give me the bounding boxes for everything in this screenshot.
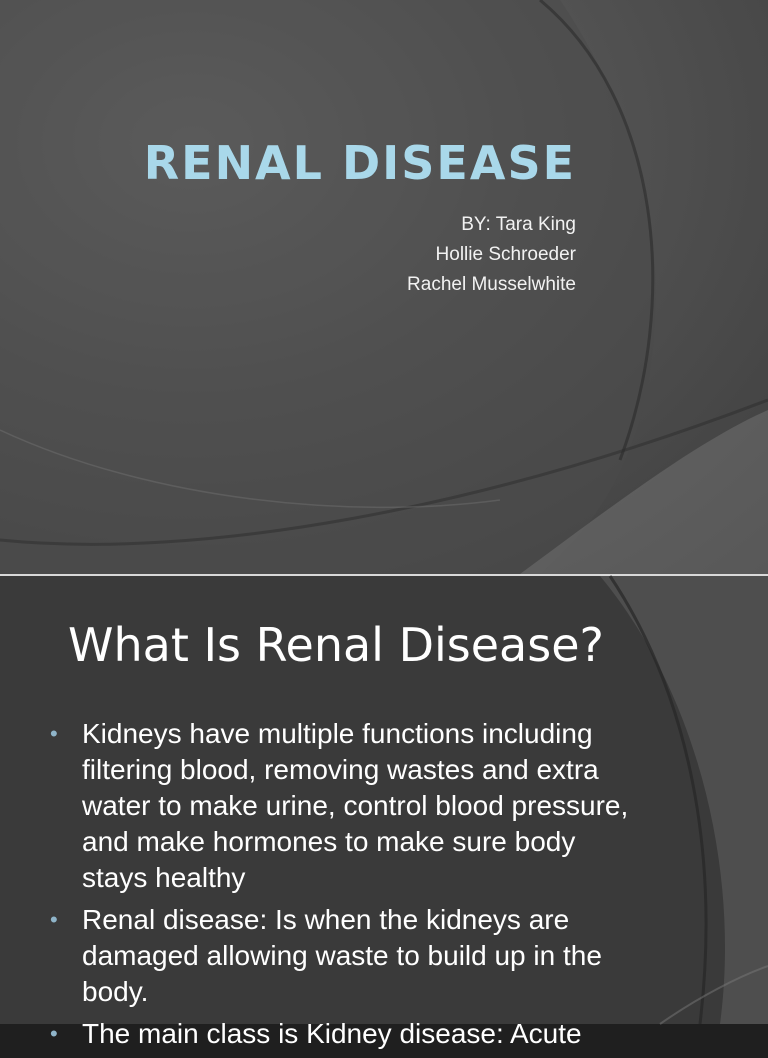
bullet-icon: • [50,721,58,746]
bullet-icon: • [50,1021,58,1046]
bullet-icon: • [50,907,58,932]
bullet-text: Renal disease: Is when the kidneys are damaged allowing waste to build up in the body. [82,904,602,1007]
bullet-item [48,902,648,1010]
author-line: BY: Tara King [461,214,576,235]
bullet-text: The main class is Kidney disease: Acute [82,1018,582,1049]
slide-title: RENAL DISEASE [143,136,576,190]
author-line: Rachel Musselwhite [407,274,576,295]
bullet-list [48,716,648,1058]
bullet-item [48,1016,648,1052]
bullet-text: Kidneys have multiple functions including filtering blood, removing wastes and extra water to make urine, control blood pressure, and make hormones to make sure body stays healthy [82,718,629,893]
slide-heading: What Is Renal Disease? [68,618,604,672]
author-line: Hollie Schroeder [435,244,576,265]
author-list [407,210,576,300]
content-slide [0,576,768,1049]
bullet-item [48,716,648,896]
